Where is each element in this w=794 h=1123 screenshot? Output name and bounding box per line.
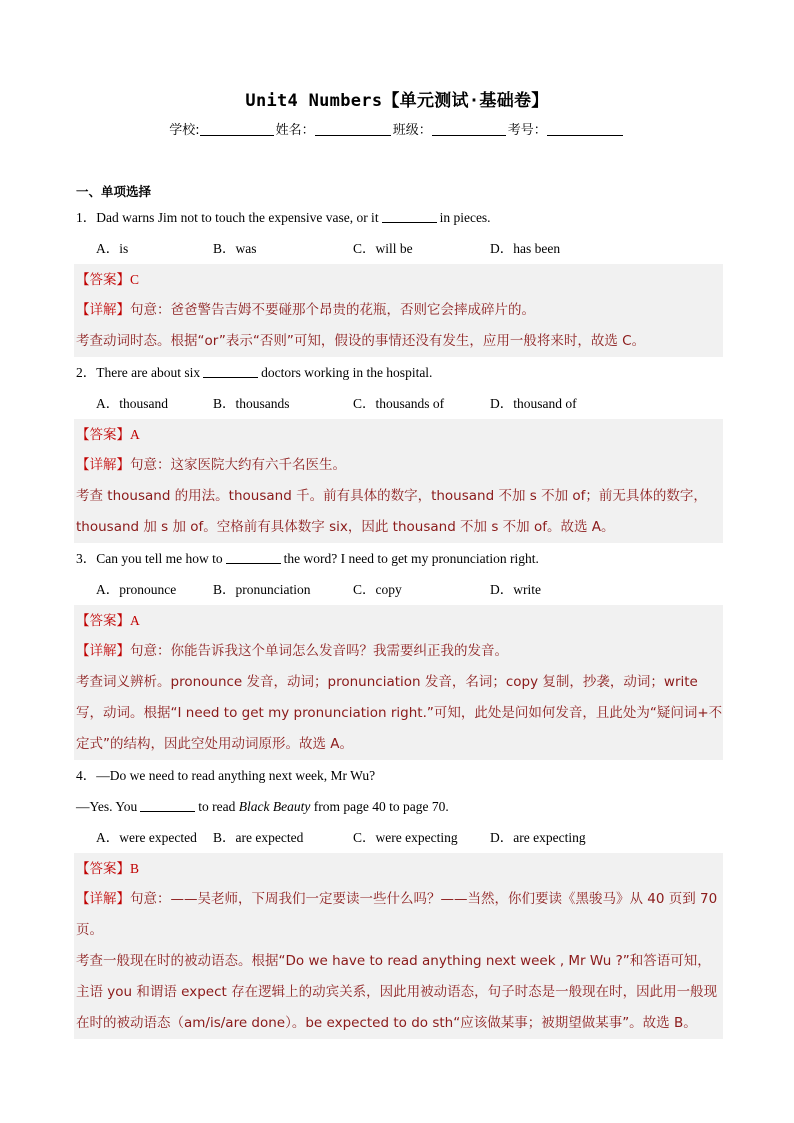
detail-label: 【详解】 xyxy=(76,891,130,907)
answer-block xyxy=(74,264,723,357)
class-blank[interactable] xyxy=(432,122,506,136)
school-label: 学校: xyxy=(169,123,200,138)
option-a[interactable]: A．were expected xyxy=(96,830,197,845)
translation-text: 句意：这家医院大约有六千名医生。 xyxy=(130,457,346,473)
answer-value: A xyxy=(130,427,140,442)
exam-no-blank[interactable] xyxy=(547,122,623,136)
question-list xyxy=(76,202,721,1039)
option-a[interactable]: A．pronounce xyxy=(96,582,177,597)
detail-label: 【详解】 xyxy=(76,302,130,318)
question-options xyxy=(76,574,721,605)
explanation-text: 考查一般现在时的被动语态。根据“Do we have to read anything next week , Mr Wu ?”和答语可知，主语 you 和谓语 expect 存在逻辑上的动宾关系，因此用被动语态，句子时态是一般现在时，因此用一般现在时的被动语态（am/is/are done）。be expected to do sth“应该做某事；被期望做某事”。故选 B。 xyxy=(76,953,718,1031)
option-d[interactable]: D．thousand of xyxy=(490,396,577,411)
answer-blank xyxy=(140,799,195,812)
question-options xyxy=(76,233,721,264)
name-blank[interactable] xyxy=(315,122,391,136)
answer-value: C xyxy=(130,272,140,287)
question-stem: 4．—Do we need to read anything next week, Mr Wu? xyxy=(76,768,376,783)
answer-label: 【答案】 xyxy=(76,861,130,877)
option-b[interactable]: B．thousands xyxy=(213,396,290,411)
translation-text: 句意：你能告诉我这个单词怎么发音吗？我需要纠正我的发音。 xyxy=(130,643,508,659)
detail-label: 【详解】 xyxy=(76,643,130,659)
option-b[interactable]: B．are expected xyxy=(213,830,304,845)
question-stem: 3．Can you tell me how to the word? I need to get my pronunciation right. xyxy=(76,551,539,566)
answer-block xyxy=(74,853,723,1039)
option-b[interactable]: B．pronunciation xyxy=(213,582,311,597)
answer-block xyxy=(74,605,723,760)
option-c[interactable]: C．thousands of xyxy=(353,396,445,411)
answer-value: A xyxy=(130,613,140,628)
answer-label: 【答案】 xyxy=(76,427,130,443)
question-options xyxy=(76,388,721,419)
explanation-text: 考查 thousand 的用法。thousand 千。前有具体的数字，thousand 不加 s 不加 of；前无具体的数字，thousand 加 s 加 of。空格前有具体数字 six，因此 thousand 不加 s 不加 of。故选 A。 xyxy=(76,488,707,535)
question-stem: 1．Dad warns Jim not to touch the expensive vase, or it in pieces. xyxy=(76,210,491,225)
section-title: 一、单项选择 xyxy=(76,184,152,199)
explanation-text: 考查动词时态。根据“or”表示“否则”可知，假设的事情还没有发生，应用一般将来时，故选 C。 xyxy=(76,333,646,349)
detail-label: 【详解】 xyxy=(76,457,130,473)
answer-label: 【答案】 xyxy=(76,613,130,629)
explanation-text: 考查词义辨析。pronounce 发音，动词；pronunciation 发音，名词；copy 复制，抄袭，动词；write 写，动词。根据“I need to get my pronunciation right.”可知，此处是问如何发音，且此处为“疑问词+不定式”的结构，因此空处用动词原形。故选 A。 xyxy=(76,674,723,752)
option-a[interactable]: A．thousand xyxy=(96,396,168,411)
answer-blank xyxy=(382,210,437,223)
answer-blank xyxy=(203,365,258,378)
option-d[interactable]: D．has been xyxy=(490,241,561,256)
translation-text: 句意：——吴老师，下周我们一定要读一些什么吗？——当然，你们要读《黑骏马》从 40 页到 70 页。 xyxy=(76,891,718,938)
answer-value: B xyxy=(130,861,140,876)
answer-label: 【答案】 xyxy=(76,272,130,288)
school-blank[interactable] xyxy=(200,122,274,136)
book-title: Black Beauty xyxy=(238,799,311,814)
option-c[interactable]: C．were expecting xyxy=(353,830,458,845)
page-title: Unit4 Numbers【单元测试·基础卷】 xyxy=(245,91,549,111)
exam-no-label: 考号： xyxy=(507,123,547,138)
answer-blank xyxy=(226,551,281,564)
option-c[interactable]: C．will be xyxy=(353,241,413,256)
option-d[interactable]: D．are expecting xyxy=(490,830,586,845)
question-stem: 2．There are about six doctors working in the hospital. xyxy=(76,365,433,380)
option-d[interactable]: D．write xyxy=(490,582,541,597)
option-b[interactable]: B．was xyxy=(213,241,257,256)
option-c[interactable]: C．copy xyxy=(353,582,402,597)
answer-block xyxy=(74,419,723,543)
option-a[interactable]: A．is xyxy=(96,241,129,256)
class-label: 班级： xyxy=(392,123,432,138)
translation-text: 句意：爸爸警告吉姆不要碰那个昂贵的花瓶，否则它会摔成碎片的。 xyxy=(130,302,535,318)
student-info-line xyxy=(0,119,794,138)
question-options xyxy=(76,822,721,853)
name-label: 姓名： xyxy=(275,123,315,138)
question-stem-line2: —Yes. You to read Black Beauty from page 40 to page 70. xyxy=(76,799,449,814)
